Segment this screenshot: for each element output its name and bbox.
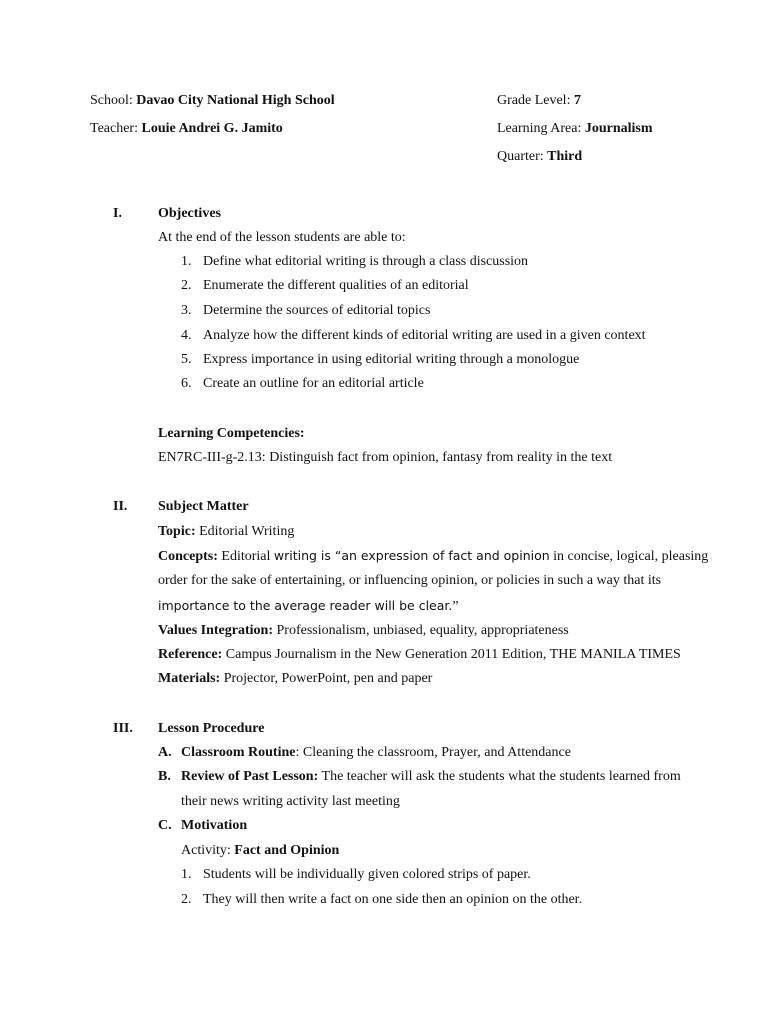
area-line — [497, 120, 653, 138]
school-value: Davao City National High School — [136, 93, 335, 108]
objective-num: 1. — [181, 254, 192, 269]
objectives-intro: At the end of the lesson students are able to: — [158, 230, 406, 245]
objective-text: Express importance in using editorial writing through a monologue — [203, 352, 580, 367]
step-text: Students will be individually given colored strips of paper. — [203, 867, 531, 882]
concepts-line-3 — [158, 597, 459, 616]
objective-num: 2. — [181, 278, 192, 293]
objective-num: 6. — [181, 376, 192, 391]
section3-title: Lesson Procedure — [158, 721, 265, 736]
concepts-label: Concepts: — [158, 549, 218, 564]
activity-value: Fact and Opinion — [234, 843, 340, 858]
concepts-text-a: Editorial — [221, 549, 271, 564]
objective-num: 4. — [181, 328, 192, 343]
topic-label: Topic: — [158, 524, 196, 539]
grade-line — [497, 92, 581, 110]
reference-value: Campus Journalism in the New Generation 2011 Edition, THE MANILA TIMES — [225, 647, 681, 662]
reference-label: Reference: — [158, 647, 223, 662]
area-label: Learning Area: — [497, 121, 582, 136]
competencies-label: Learning Competencies: — [158, 426, 305, 441]
objective-num: 5. — [181, 352, 192, 367]
objective-num: 3. — [181, 303, 192, 318]
item-b-text-2: their news writing activity last meeting — [181, 794, 400, 809]
teacher-label: Teacher: — [90, 121, 138, 136]
item-b-label: Review of Past Lesson: — [181, 769, 319, 784]
item-b-line — [181, 768, 681, 786]
item-a-label: Classroom Routine — [181, 745, 296, 760]
activity-label: Activity: — [181, 843, 231, 858]
concepts-line-2: order for the sake of entertaining, or influencing opinion, or policies in such a way that its — [158, 573, 662, 588]
activity-line — [181, 842, 339, 860]
item-a-letter: A. — [158, 745, 172, 760]
teacher-line — [90, 120, 283, 138]
section2-numeral: II. — [113, 499, 128, 514]
grade-label: Grade Level: — [497, 93, 571, 108]
objective-text: Analyze how the different kinds of editorial writing are used in a given context — [203, 328, 646, 343]
values-line — [158, 622, 569, 640]
competencies-text: EN7RC-III-g-2.13: Distinguish fact from opinion, fantasy from reality in the text — [158, 450, 613, 465]
quarter-value: Third — [547, 149, 583, 164]
reference-line — [158, 646, 681, 664]
section1-title: Objectives — [158, 206, 221, 221]
teacher-value: Louie Andrei G. Jamito — [141, 121, 283, 136]
quarter-line — [497, 148, 582, 166]
objective-text: Determine the sources of editorial topics — [203, 303, 431, 318]
topic-value: Editorial Writing — [199, 524, 295, 539]
materials-line — [158, 670, 432, 688]
item-c-label: Motivation — [181, 818, 248, 833]
objective-text: Create an outline for an editorial article — [203, 376, 424, 391]
item-a-text: : Cleaning the classroom, Prayer, and Attendance — [295, 745, 571, 760]
step-num: 2. — [181, 892, 192, 907]
concepts-text-e: importance to the average reader will be clear. — [158, 598, 453, 613]
section1-numeral: I. — [113, 206, 122, 221]
concepts-text-c: an expression of fact and opinion — [341, 548, 550, 563]
values-value: Professionalism, unbiased, equality, appropriateness — [276, 623, 569, 638]
concepts-quote-close: ” — [452, 599, 459, 614]
concepts-text-d: in concise, logical, pleasing — [553, 549, 709, 564]
topic-line — [158, 523, 294, 541]
objective-text: Define what editorial writing is through a class discussion — [203, 254, 529, 269]
quarter-label: Quarter: — [497, 149, 544, 164]
step-num: 1. — [181, 867, 192, 882]
item-a-line — [181, 744, 571, 762]
values-label: Values Integration: — [158, 623, 273, 638]
step-text: They will then write a fact on one side then an opinion on the other. — [203, 892, 583, 907]
item-b-letter: B. — [158, 769, 171, 784]
item-c-letter: C. — [158, 818, 172, 833]
section3-numeral: III. — [113, 721, 133, 736]
area-value: Journalism — [584, 121, 653, 136]
objective-text: Enumerate the different qualities of an editorial — [203, 278, 469, 293]
concepts-text-b: writing is “ — [273, 548, 342, 563]
concepts-line-1 — [158, 547, 708, 566]
school-label: School: — [90, 93, 133, 108]
school-line — [90, 92, 335, 110]
materials-value: Projector, PowerPoint, pen and paper — [223, 671, 433, 686]
section2-title: Subject Matter — [158, 499, 249, 514]
materials-label: Materials: — [158, 671, 221, 686]
item-b-text: The teacher will ask the students what the students learned from — [321, 769, 681, 784]
grade-value: 7 — [573, 93, 581, 108]
